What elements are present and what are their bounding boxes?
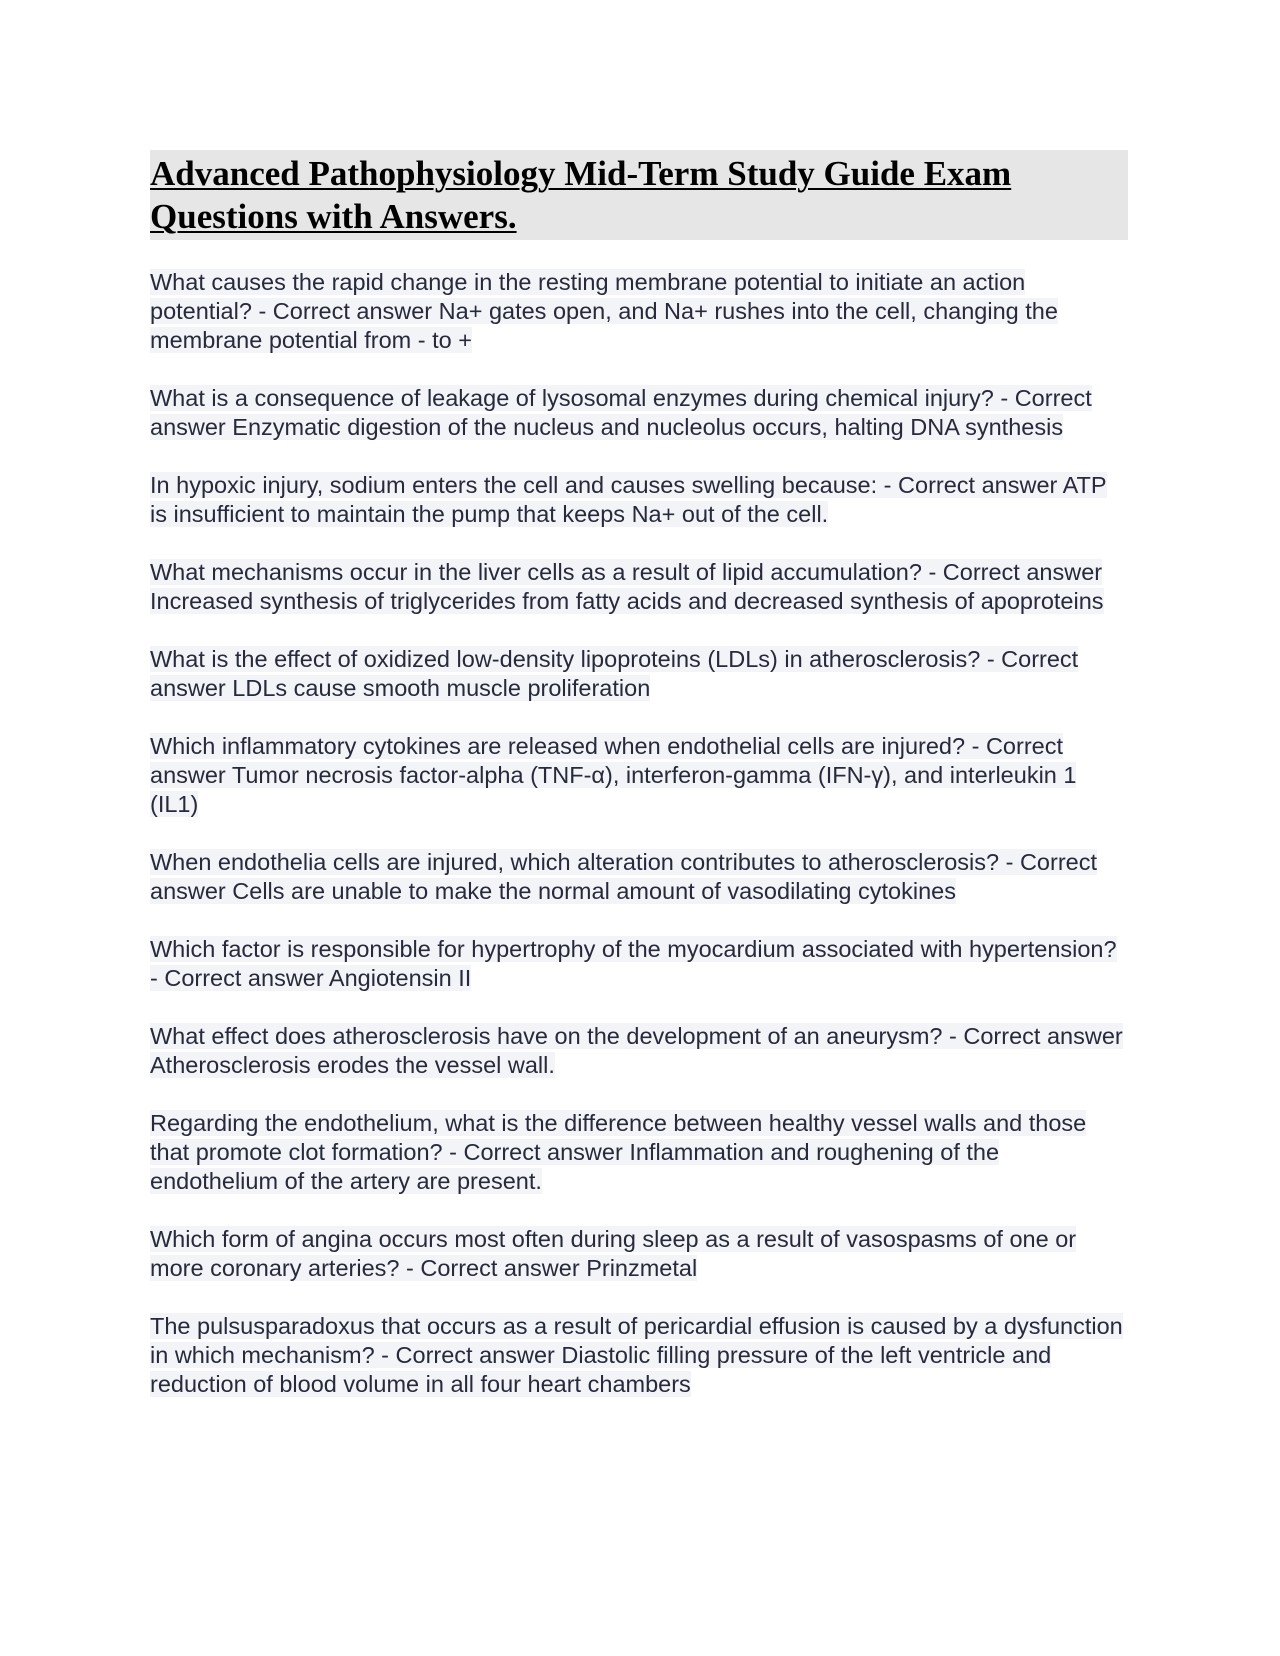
title-highlight xyxy=(150,150,1128,240)
qa-item xyxy=(150,935,1128,993)
qa-text: What is the effect of oxidized low-density lipoproteins (LDLs) in atherosclerosis? - Correct answer LDLs cause smooth muscle proliferation xyxy=(150,646,1079,701)
qa-text: Which factor is responsible for hypertrophy of the myocardium associated with hypertension? - Correct answer Angiotensin II xyxy=(150,936,1117,991)
qa-item xyxy=(150,1312,1128,1399)
qa-item xyxy=(150,1225,1128,1283)
qa-text: Regarding the endothelium, what is the difference between healthy vessel walls and those that promote clot formation? - Correct answer Inflammation and roughening of the endothelium of the artery are present. xyxy=(150,1110,1087,1194)
qa-item xyxy=(150,1109,1128,1196)
qa-text: When endothelia cells are injured, which alteration contributes to atherosclerosis? - Correct answer Cells are unable to make the normal amount of vasodilating cytokines xyxy=(150,849,1097,904)
document-page xyxy=(150,150,1128,1428)
document-title: Advanced Pathophysiology Mid-Term Study Guide Exam Questions with Answers. xyxy=(150,154,1012,236)
qa-item xyxy=(150,268,1128,355)
qa-text: What is a consequence of leakage of lysosomal enzymes during chemical injury? - Correct answer Enzymatic digestion of the nucleus and nucleolus occurs, halting DNA synthesis xyxy=(150,385,1092,440)
qa-text: Which inflammatory cytokines are released when endothelial cells are injured? - Correct answer Tumor necrosis factor-alpha (TNF-α), interferon-gamma (IFN-γ), and interleukin 1 (IL1) xyxy=(150,733,1077,817)
qa-text: What effect does atherosclerosis have on the development of an aneurysm? - Correct answer Atherosclerosis erodes the vessel wall. xyxy=(150,1023,1123,1078)
qa-item xyxy=(150,848,1128,906)
qa-text: What mechanisms occur in the liver cells as a result of lipid accumulation? - Correct answer Increased synthesis of triglycerides from fatty acids and decreased synthesis of apoproteins xyxy=(150,559,1104,614)
qa-text: In hypoxic injury, sodium enters the cell and causes swelling because: - Correct answer ATP is insufficient to maintain the pump that keeps Na+ out of the cell. xyxy=(150,472,1107,527)
qa-text: Which form of angina occurs most often during sleep as a result of vasospasms of one or more coronary arteries? - Correct answer Prinzmetal xyxy=(150,1226,1077,1281)
qa-item xyxy=(150,732,1128,819)
qa-item xyxy=(150,471,1128,529)
qa-text: What causes the rapid change in the resting membrane potential to initiate an action potential? - Correct answer Na+ gates open, and Na+ rushes into the cell, changing the membrane potential from - to + xyxy=(150,269,1058,353)
qa-text: The pulsusparadoxus that occurs as a result of pericardial effusion is caused by a dysfunction in which mechanism? - Correct answer Diastolic filling pressure of the left ventricle and reduction of blood volume in all four heart chambers xyxy=(150,1313,1123,1397)
qa-list xyxy=(150,268,1128,1399)
qa-item xyxy=(150,645,1128,703)
qa-item xyxy=(150,1022,1128,1080)
qa-item xyxy=(150,558,1128,616)
qa-item xyxy=(150,384,1128,442)
